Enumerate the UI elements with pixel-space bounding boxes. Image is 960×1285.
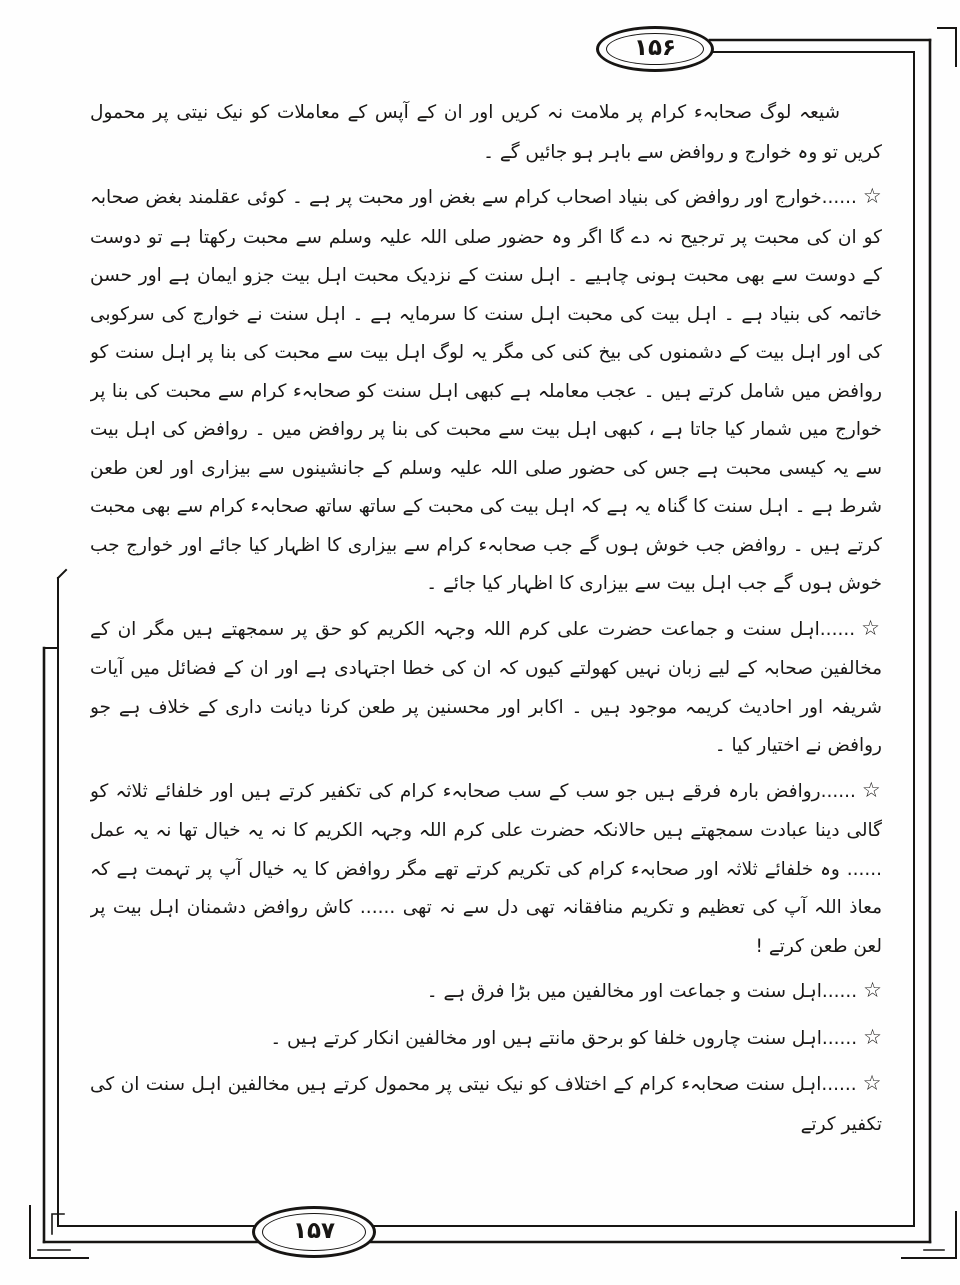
page-text-block	[90, 90, 882, 1140]
star-bullet	[840, 99, 846, 123]
paragraph	[90, 969, 882, 1013]
paragraph	[90, 1062, 882, 1140]
bottom-badge-inner-ring	[262, 1213, 366, 1251]
bottom-page-number: ۱۵۷	[292, 1217, 336, 1244]
paragraph-text: ......اہل سنت و جماعت اور مخالفین میں بڑا فرق ہے ۔	[426, 981, 858, 1003]
paragraph-text: شیعہ لوگ صحابہء کرام پر ملامت نہ کریں اور ان کے آپس کے معاملات کو نیک نیتی پر محمول کریں تو وہ خوارج و روافض سے باہر ہو جائیں گے ۔	[90, 102, 882, 163]
star-bullet: ☆	[861, 615, 882, 640]
paragraph-text: ......خوارج اور روافض کی بنیاد اصحاب کرام سے بغض اور محبت پر ہے ۔ کوئی عقلمند بغض صحابہ کو ان کی محبت پر ترجیح نہ دے گا اگر وہ حضور صلی اللہ علیہ وسلم سے محبت رکھتا ہے تو دوست کے دوست سے بھی محبت ہونی چاہیے ۔ اہل سنت کے نزدیک محبت اہل بیت جزو ایمان ہے اور حسن خاتمہ کی بنیاد ہے ۔ اہل بیت کی محبت اہل سنت کا سرمایہ ہے ۔ اہل سنت نے خوارج کی سرکوبی کی اور اہل بیت کے دشمنوں کی بیخ کنی کی مگر یہ لوگ اہل بیت سے محبت کی بنا پر اہل سنت کو روافض میں شامل کرتے ہیں ۔ عجب معاملہ ہے کبھی اہل سنت کو صحابہء کرام سے محبت کی بنا پر خوارج میں شمار کیا جاتا ہے ، کبھی اہل بیت سے محبت کی بنا پر روافض میں ۔ روافض کی اہل بیت سے یہ کیسی محبت ہے جس کی حضور صلی اللہ علیہ وسلم کے جانشینوں سے بیزاری اور لعن طعن شرط ہے ۔ اہل سنت کا گناہ یہ ہے کہ اہل بیت کی محبت کے ساتھ ساتھ صحابہء کرام سے بھی محبت کرتے ہیں ۔ روافض جب خوش ہوں گے جب صحابہء کرام سے بیزاری کا اظہار کیا جائے اور خوارج جب خوش ہوں گے جب اہل بیت سے بیزاری کا اظہار کیا جائے ۔	[90, 187, 882, 595]
paragraph	[90, 175, 882, 603]
star-bullet: ☆	[863, 978, 882, 1003]
top-page-number-badge	[596, 26, 714, 72]
paragraph	[90, 90, 882, 172]
paragraph	[90, 769, 882, 967]
bottom-page-number-badge	[252, 1206, 376, 1258]
star-bullet: ☆	[861, 777, 882, 802]
top-badge-inner-ring	[606, 33, 704, 65]
paragraph	[90, 1016, 882, 1060]
paragraph-text: ......اہل سنت صحابہء کرام کے اختلاف کو نیک نیتی پر محمول کرتے ہیں مخالفین اہل سنت ان کی تکفیر کرتے	[90, 1074, 882, 1136]
paragraph-text: ......روافض بارہ فرقے ہیں جو سب کے سب صحابہء کرام کی تکفیر کرتے ہیں اور خلفائے ثلاثہ کو گالی دینا عبادت سمجھتے ہیں حالانکہ حضرت علی کرم اللہ وجہہ الکریم کا نہ یہ خیال تھا نہ یہ عمل ...... وہ خلفائے ثلاثہ اور صحابہء کرام کی تکریم کرتے تھے مگر روافض کا یہ خیال آپ پر تہمت ہے کہ معاذ اللہ آپ کی تعظیم و تکریم منافقانہ تھی دل سے نہ تھی ...... کاش روافض دشمنان اہل بیت پر لعن طعن کرتے !	[90, 780, 882, 957]
paragraph-text: ......اہل سنت و جماعت حضرت علی کرم اللہ وجہہ الکریم کو حق پر سمجھتے ہیں مگر ان کے مخالفین صحابہ کے لیے زبان نہیں کھولتے کیوں کہ ان کی خطا اجتہادی ہے اور ان کے فضائل میں آیات شریفہ اور احادیث کریمہ موجود ہیں ۔ اکابر اور محسنین پر طعن کرنا دیانت داری کے خلاف ہے جو روافض نے اختیار کیا ۔	[90, 618, 882, 757]
paragraph-text: ......اہل سنت چاروں خلفا کو برحق مانتے ہیں اور مخالفین انکار کرتے ہیں ۔	[270, 1027, 858, 1049]
paragraph	[90, 607, 882, 766]
star-bullet: ☆	[862, 1071, 882, 1096]
star-bullet: ☆	[863, 1024, 882, 1049]
top-page-number: ۱۵۶	[633, 34, 677, 61]
star-bullet: ☆	[862, 184, 882, 209]
